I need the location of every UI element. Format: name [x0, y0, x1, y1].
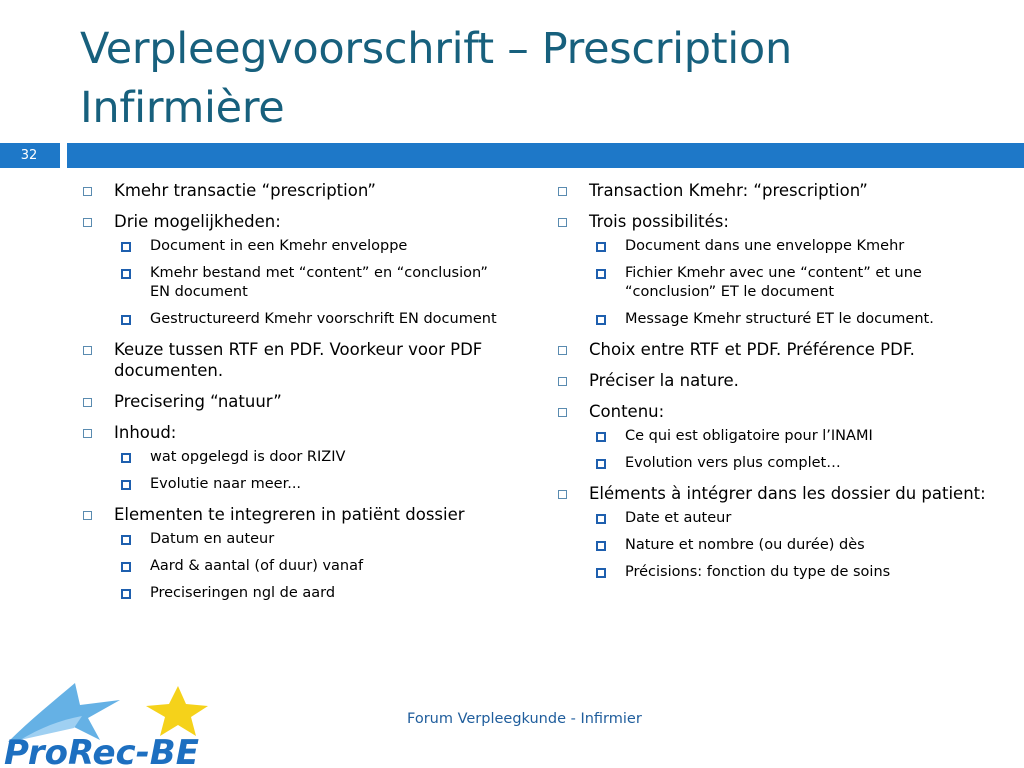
bullet-text: Préciser la nature. [589, 371, 739, 390]
bullet-item [80, 504, 510, 603]
sub-bullet-list [114, 530, 510, 603]
sub-bullet-item: Evolutie naar meer... [114, 475, 510, 494]
bullet-item [80, 211, 510, 329]
bullet-item [80, 180, 510, 201]
sub-bullet-list [114, 448, 510, 494]
bullet-item [555, 483, 995, 582]
bullet-item [80, 422, 510, 494]
bullet-text: Trois possibilités: [589, 212, 729, 231]
bullet-item [555, 370, 995, 391]
logo-yellow-star-icon [146, 686, 208, 736]
footer-text: Forum Verpleegkunde - Infirmier [407, 711, 642, 727]
bullet-text: Choix entre RTF et PDF. Préférence PDF. [589, 340, 915, 359]
sub-bullet-item: Ce qui est obligatoire pour l’INAMI [589, 427, 995, 446]
sub-bullet-list [589, 427, 995, 473]
sub-bullet-item: Evolution vers plus complet… [589, 454, 995, 473]
sub-bullet-item: Document in een Kmehr enveloppe [114, 237, 510, 256]
bullet-item [555, 339, 995, 360]
slide-number: 32 [20, 148, 38, 163]
french-column [555, 180, 995, 586]
sub-bullet-list [589, 509, 995, 582]
bullet-item [555, 401, 995, 473]
bullet-text: Elementen te integreren in patiënt dossier [114, 505, 465, 524]
bullet-item [80, 339, 510, 381]
sub-bullet-item: Nature et nombre (ou durée) dès [589, 536, 995, 555]
dutch-column [80, 180, 510, 607]
prorec-logo [0, 680, 240, 768]
sub-bullet-list [114, 237, 510, 329]
bullet-text: Keuze tussen RTF en PDF. Voorkeur voor PDF documenten. [114, 340, 483, 380]
logo-text: ProRec-BE [4, 733, 199, 768]
sub-bullet-item: Fichier Kmehr avec une “content” et une “conclusion” ET le document [589, 264, 995, 302]
bullet-item [555, 180, 995, 201]
sub-bullet-item: Kmehr bestand met “content” en “conclusion” EN document [114, 264, 510, 302]
sub-bullet-list [589, 237, 995, 329]
bullet-text: Inhoud: [114, 423, 177, 442]
sub-bullet-item: Message Kmehr structuré ET le document. [589, 310, 995, 329]
bullet-item [555, 211, 995, 329]
bullet-text: Transaction Kmehr: “prescription” [589, 181, 868, 200]
bullet-item [80, 391, 510, 412]
sub-bullet-item: Datum en auteur [114, 530, 510, 549]
sub-bullet-item: Aard & aantal (of duur) vanaf [114, 557, 510, 576]
sub-bullet-item: Gestructureerd Kmehr voorschrift EN document [114, 310, 510, 329]
bullet-text: Contenu: [589, 402, 665, 421]
sub-bullet-item: Précisions: fonction du type de soins [589, 563, 995, 582]
bullet-text: Kmehr transactie “prescription” [114, 181, 376, 200]
sub-bullet-item: Document dans une enveloppe Kmehr [589, 237, 995, 256]
sub-bullet-item: Date et auteur [589, 509, 995, 528]
header-bar [67, 143, 1024, 168]
bullet-text: Eléments à intégrer dans les dossier du patient: [589, 484, 986, 503]
bullet-text: Precisering “natuur” [114, 392, 282, 411]
french-bullet-list [555, 180, 995, 582]
slide-title: Verpleegvoorschrift – Prescription Infirmière [80, 24, 792, 133]
sub-bullet-item: wat opgelegd is door RIZIV [114, 448, 510, 467]
dutch-bullet-list [80, 180, 510, 603]
bullet-text: Drie mogelijkheden: [114, 212, 281, 231]
slide-number-badge [0, 143, 60, 168]
sub-bullet-item: Preciseringen ngl de aard [114, 584, 510, 603]
